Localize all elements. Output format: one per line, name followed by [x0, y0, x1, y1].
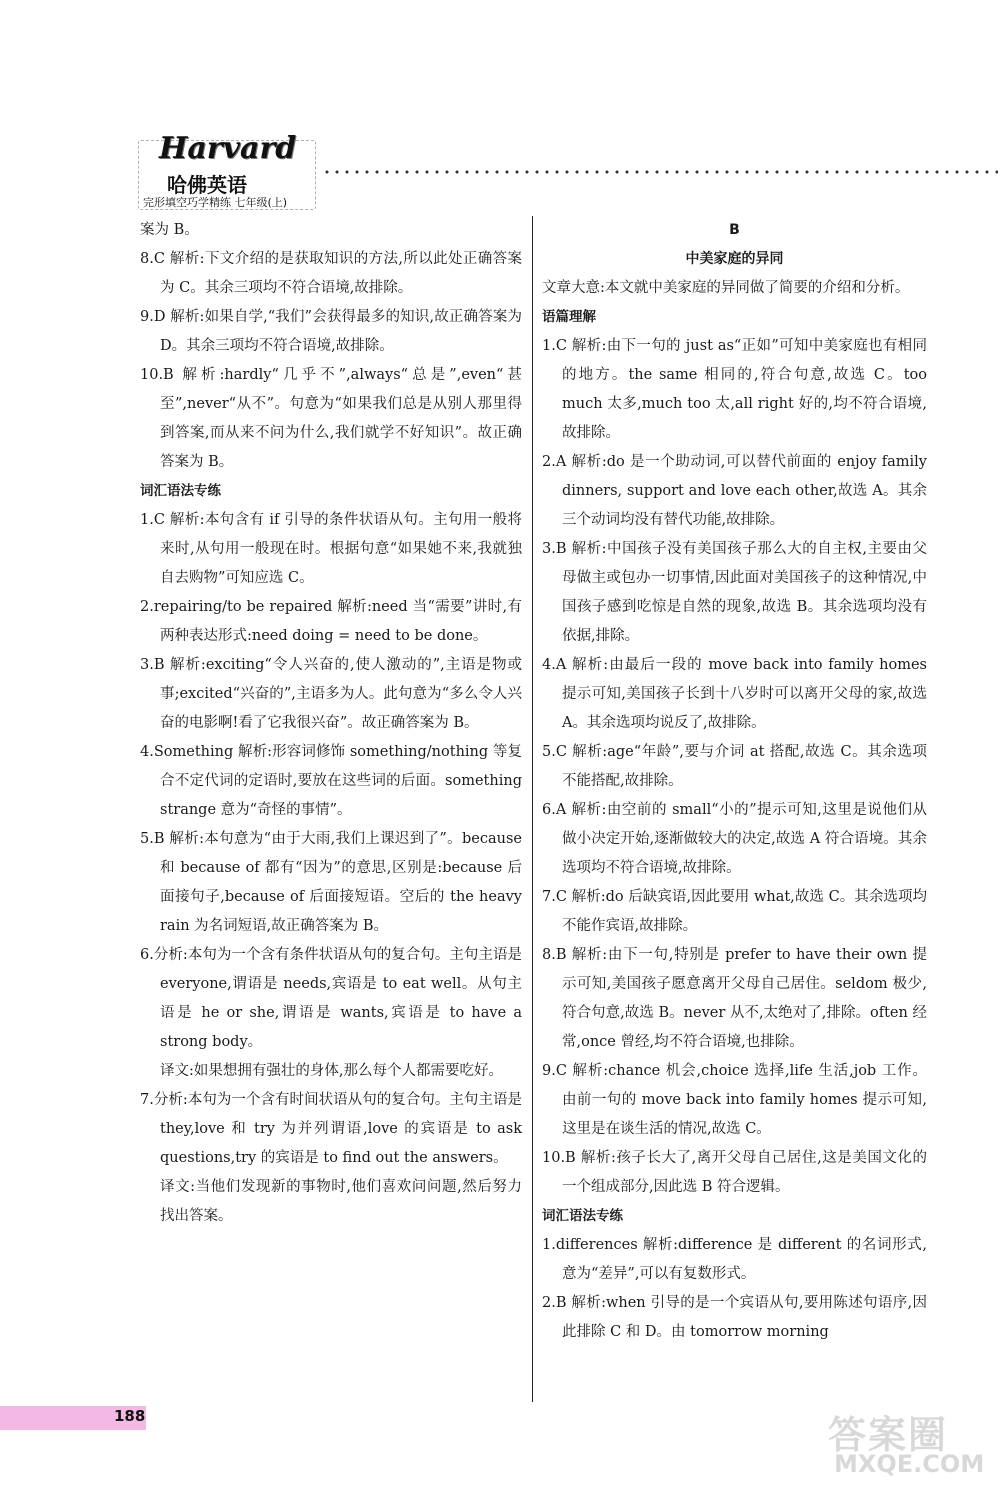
watermark-logo [828, 1404, 994, 1484]
answer-item: 4.A 解析:由最后一段的 move back into family homes 提示可知,美国孩子长到十八岁时可以离开父母的家,故选 A。其余选项均说反了,故排除。 [542, 657, 927, 731]
paragraph: 案为 B。 [140, 222, 199, 238]
answer-item: 5.B 解析:本句意为“由于大雨,我们上课迟到了”。because 和 because of 都有“因为”的意思,区别是:because 后面接句子,because of 后面接短语。空后的 the heavy rain 为名词短语,故正确答案为 B。 [140, 831, 522, 934]
answer-item: 3.B 解析:中国孩子没有美国孩子那么大的自主权,主要由父母做主或包办一切事情,因此面对美国孩子的这种情况,中国孩子感到吃惊是自然的现象,故选 B。其余选项均没有依据,排除。 [542, 541, 927, 644]
section-heading: 语篇理解 [542, 309, 596, 325]
page-number-tab [0, 1406, 146, 1430]
watermark-text: 答案圈 [828, 1413, 949, 1457]
passage-title: B [729, 222, 740, 238]
answer-item: 6.分析:本句为一个含有条件状语从句的复合句。主句主语是 everyone,谓语是 needs,宾语是 to eat well。从句主语是 he or she,谓语是 wants,宾语是 to have a strong body。 [140, 947, 522, 1050]
answer-item: 3.B 解析:exciting“令人兴奋的,使人激动的”,主语是物或事;excited“兴奋的”,主语多为人。此句意为“多么令人兴奋的电影啊!看了它我很兴奋”。故正确答案为 B。 [140, 657, 522, 731]
answer-item: 5.C 解析:age“年龄”,要与介词 at 搭配,故选 C。其余选项不能搭配,故排除。 [542, 744, 927, 789]
section-heading: 词汇语法专练 [140, 483, 221, 499]
answer-item: 9.D 解析:如果自学,“我们”会获得最多的知识,故正确答案为 D。其余三项均不符合语境,故排除。 [140, 309, 522, 354]
book-subtitle: 完形填空巧学精练 七年级(上) [143, 196, 288, 209]
section-heading: 词汇语法专练 [542, 1208, 623, 1224]
answer-item: 2.repairing/to be repaired 解析:need 当“需要”讲时,有两种表达形式:need doing = need to be done。 [140, 599, 522, 644]
answer-item: 9.C 解析:chance 机会,choice 选择,life 生活,job 工作。由前一句的 move back into family homes 提示可知,这里是在谈生活的情况,故选 C。 [542, 1063, 927, 1137]
passage-title: 中美家庭的异同 [685, 251, 784, 267]
logo-chinese-title: 哈佛英语 [167, 173, 247, 197]
watermark-url: MXQE.COM [834, 1450, 985, 1478]
answer-item: 2.B 解析:when 引导的是一个宾语从句,要用陈述句语序,因此排除 C 和 D。由 tomorrow morning [542, 1295, 927, 1340]
answer-item: 4.Something 解析:形容词修饰 something/nothing 等复合不定代词的定语时,要放在这些词的后面。something strange 意为“奇怪的事情”。 [140, 744, 522, 818]
answer-item: 7.C 解析:do 后缺宾语,因此要用 what,故选 C。其余选项均不能作宾语,故排除。 [542, 889, 927, 934]
answer-item: 7.分析:本句为一个含有时间状语从句的复合句。主句主语是 they,love 和 try 为并列谓语,love 的宾语是 to ask questions,try 的宾语是 to find out the answers。 [140, 1092, 522, 1166]
column-divider [532, 216, 533, 1402]
answer-item: 1.C 解析:本句含有 if 引导的条件状语从句。主句用一般将来时,从句用一般现在时。根据句意“如果她不来,我就独自去购物”可知应选 C。 [140, 512, 522, 586]
paragraph: 文章大意:本文就中美家庭的异同做了简要的介绍和分析。 [542, 280, 910, 296]
translation-paragraph: 译文:如果想拥有强壮的身体,那么每个人都需要吃好。 [160, 1063, 503, 1079]
left-column [140, 216, 522, 1231]
answer-item: 1.C 解析:由下一句的 just as“正如”可知中美家庭也有相同的地方。the same 相同的,符合句意,故选 C。too much 太多,much too 太,all right 好的,均不符合语境,故排除。 [542, 338, 927, 441]
logo-harvard-text: Harvard [159, 131, 297, 166]
answer-item: 1.differences 解析:difference 是 different 的名词形式,意为“差异”,可以有复数形式。 [542, 1237, 927, 1282]
answer-item: 8.C 解析:下文介绍的是获取知识的方法,所以此处正确答案为 C。其余三项均不符合语境,故排除。 [140, 251, 522, 296]
answer-item: 8.B 解析:由下一句,特别是 prefer to have their own 提示可知,美国孩子愿意离开父母自己居住。seldom 极少,符合句意,故选 B。never 从不,太绝对了,排除。often 经常,once 曾经,均不符合语境,也排除。 [542, 947, 927, 1050]
answer-item: 6.A 解析:由空前的 small“小的”提示可知,这里是说他们从做小决定开始,逐渐做较大的决定,故选 A 符合语境。其余选项均不符合语境,故排除。 [542, 802, 927, 876]
answer-item: 10.B 解析:hardly“几乎不”,always“总是”,even“甚至”,never“从不”。句意为“如果我们总是从别人那里得到答案,而从来不问为什么,我们就学不好知识”。故正确答案为 B。 [140, 367, 522, 470]
answer-item: 10.B 解析:孩子长大了,离开父母自己居住,这是美国文化的一个组成部分,因此选 B 符合逻辑。 [542, 1150, 927, 1195]
page-number: 188 [114, 1407, 146, 1425]
page-header [138, 128, 998, 210]
book-logo [138, 131, 316, 210]
answer-item: 2.A 解析:do 是一个助动词,可以替代前面的 enjoy family dinners, support and love each other,故选 A。其余三个动词均没有替代功能,故排除。 [542, 454, 927, 528]
header-dotted-rule [322, 169, 998, 175]
translation-paragraph: 译文:当他们发现新的事物时,他们喜欢问问题,然后努力找出答案。 [160, 1179, 522, 1224]
right-column [542, 216, 927, 1347]
